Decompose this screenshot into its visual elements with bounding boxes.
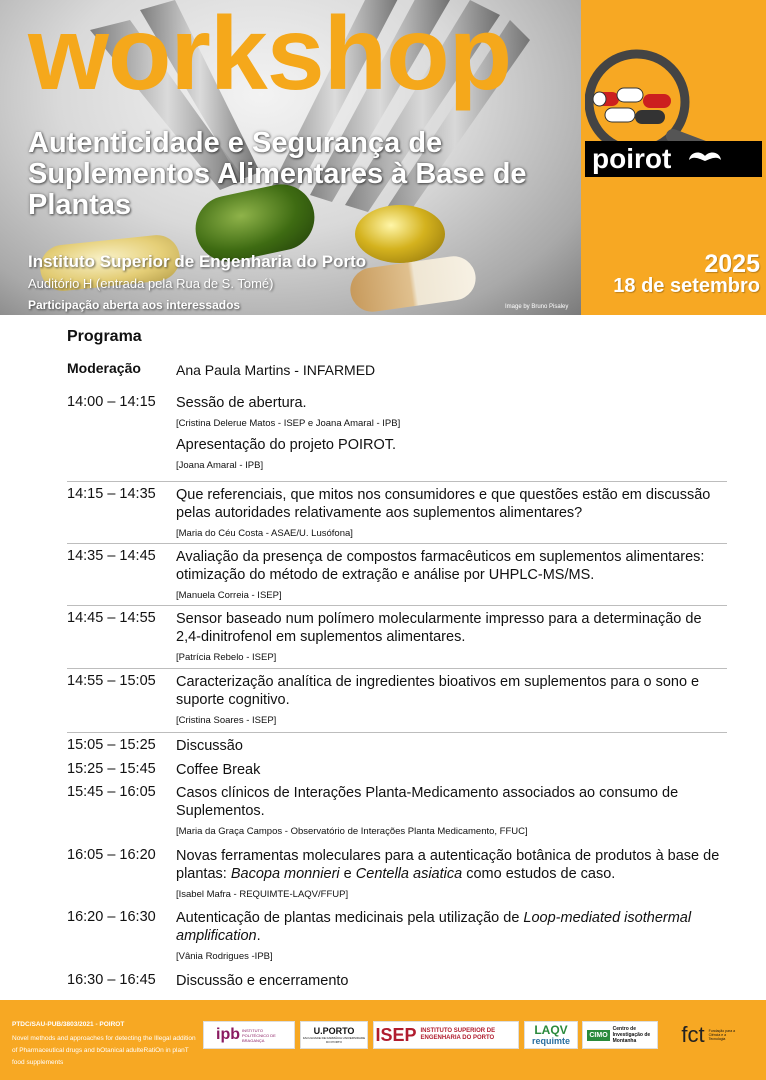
poirot-logo: poirot <box>592 143 672 174</box>
session-speaker: [Cristina Delerue Matos - ISEP e Joana Amaral - IPB] <box>176 418 401 429</box>
isep-logo: ISEP INSTITUTO SUPERIOR DE ENGENHARIA DO PORTO <box>373 1021 519 1049</box>
session-title: Sensor baseado num polímero molecularmente impresso para a determinação de 2,4-dinitrofenol em suplementos alimentares. <box>176 611 702 645</box>
session-body <box>176 909 721 963</box>
session-body <box>176 610 721 664</box>
italic-term: Loop-mediated isothermal amplification <box>176 910 692 944</box>
session-time: 14:00 – 14:15 <box>67 394 156 410</box>
italic-term: Centella asiatica <box>355 866 463 882</box>
title-text: Novas ferramentas moleculares para a autenticação botânica de produtos à base de plantas: <box>176 848 720 882</box>
session-speaker: [Maria do Céu Costa - ASAE/U. Lusófona] <box>176 528 353 539</box>
session-time: 15:45 – 16:05 <box>67 784 156 800</box>
row-separator <box>67 481 727 482</box>
cimo-logo: CIMO Centro de Investigação de Montanha <box>582 1021 658 1049</box>
session-title: Apresentação do projeto POIROT. <box>176 437 397 453</box>
session-time: 16:20 – 16:30 <box>67 909 156 925</box>
session-time: 15:05 – 15:25 <box>67 737 156 753</box>
session-body <box>176 847 721 901</box>
venue: Instituto Superior de Engenharia do Porto <box>28 252 367 271</box>
uporto-logo: U.PORTO FACULDADE DE FARMÁCIA UNIVERSIDADE DO PORTO <box>300 1021 368 1049</box>
title-text: . <box>256 928 261 944</box>
laqv-logo: LAQV requimte <box>524 1021 578 1049</box>
header <box>0 0 766 315</box>
session-speaker: [Maria da Graça Campos - Observatório de Interações Planta Medicamento, FFUC] <box>176 826 528 837</box>
session-title <box>176 847 721 883</box>
moderation-label: Moderação <box>67 360 141 376</box>
venue-detail: Auditório H (entrada pela Rua de S. Tomé) <box>28 276 274 291</box>
herbal-capsule-image <box>348 253 479 314</box>
session-time: 16:05 – 16:20 <box>67 847 156 863</box>
session-title: Discussão <box>176 738 243 754</box>
session-time: 14:45 – 14:55 <box>67 610 156 626</box>
row-separator <box>67 668 727 669</box>
session-body <box>176 972 721 990</box>
session-body <box>176 394 721 472</box>
program-title: Programa <box>67 328 142 345</box>
session-title: Discussão e encerramento <box>176 973 349 989</box>
italic-term: Bacopa monnieri <box>230 866 340 882</box>
event-title: Autenticidade e Segurança de Suplementos Alimentares à Base de Plantas <box>28 127 527 221</box>
session-time: 15:25 – 15:45 <box>67 761 156 777</box>
moderation-value: Ana Paula Martins - INFARMED <box>176 362 376 378</box>
session-speaker: [Vânia Rodrigues -IPB] <box>176 951 273 962</box>
session-time: 14:35 – 14:45 <box>67 548 156 564</box>
session-title <box>176 909 721 945</box>
event-date: 18 de setembro <box>613 275 760 297</box>
row-separator <box>67 543 727 544</box>
event-type-title: workshop <box>28 0 512 112</box>
session-body <box>176 548 721 602</box>
fct-logo: fct Fundação para a Ciência e a Tecnologia <box>681 1022 736 1047</box>
project-code: PTDC/SAU-PUB/3803/2021 - POIROT <box>12 1021 125 1028</box>
session-title: Casos clínicos de Interações Planta-Medicamento associados ao consumo de Suplementos. <box>176 785 679 819</box>
participation-note: Participação aberta aos interessados <box>28 298 241 312</box>
session-speaker: [Joana Amaral - IPB] <box>176 460 264 471</box>
session-body <box>176 784 721 838</box>
session-time: 16:30 – 16:45 <box>67 972 156 988</box>
session-title: Coffee Break <box>176 762 261 778</box>
event-year: 2025 <box>704 250 760 278</box>
session-speaker: [Isabel Mafra - REQUIMTE-LAQV/FFUP] <box>176 889 349 900</box>
row-separator <box>67 605 727 606</box>
session-title: Caracterização analítica de ingredientes bioativos em suplementos para o sono e suporte cognitivo. <box>176 674 700 708</box>
session-body <box>176 737 721 755</box>
session-body <box>176 673 721 727</box>
title-text: como estudos de caso. <box>462 866 616 882</box>
title-text: e <box>339 866 356 882</box>
session-body <box>176 486 721 540</box>
session-speaker: [Manuela Correia - ISEP] <box>176 590 282 601</box>
session-body <box>176 761 721 779</box>
row-separator <box>67 732 727 733</box>
session-speaker: [Patrícia Rebelo - ISEP] <box>176 652 277 663</box>
session-title: Sessão de abertura. <box>176 395 307 411</box>
project-description: Novel methods and approaches for detecting the Illegal addition of Pharmaceutical drugs and bOtanical adulteRatiOn in planT food supplements <box>12 1035 196 1066</box>
image-credit: Image by Bruno Pisaley <box>505 304 569 310</box>
mustache-icon <box>688 150 722 168</box>
session-time: 14:55 – 15:05 <box>67 673 156 689</box>
title-text: Autenticação de plantas medicinais pela utilização de <box>176 910 524 926</box>
session-title: Avaliação da presença de compostos farmacêuticos em suplementos alimentares: otimização do método de extração e análise por UHPLC-MS/MS. <box>176 549 705 583</box>
session-speaker: [Cristina Soares - ISEP] <box>176 715 277 726</box>
ipb-logo: ipb INSTITUTO POLITÉCNICO DE BRAGANÇA <box>203 1021 295 1049</box>
session-title: Que referenciais, que mitos nos consumidores e que questões estão em discussão pelas autoridades relativamente aos suplementos alimentares? <box>176 487 711 521</box>
session-time: 14:15 – 14:35 <box>67 486 156 502</box>
